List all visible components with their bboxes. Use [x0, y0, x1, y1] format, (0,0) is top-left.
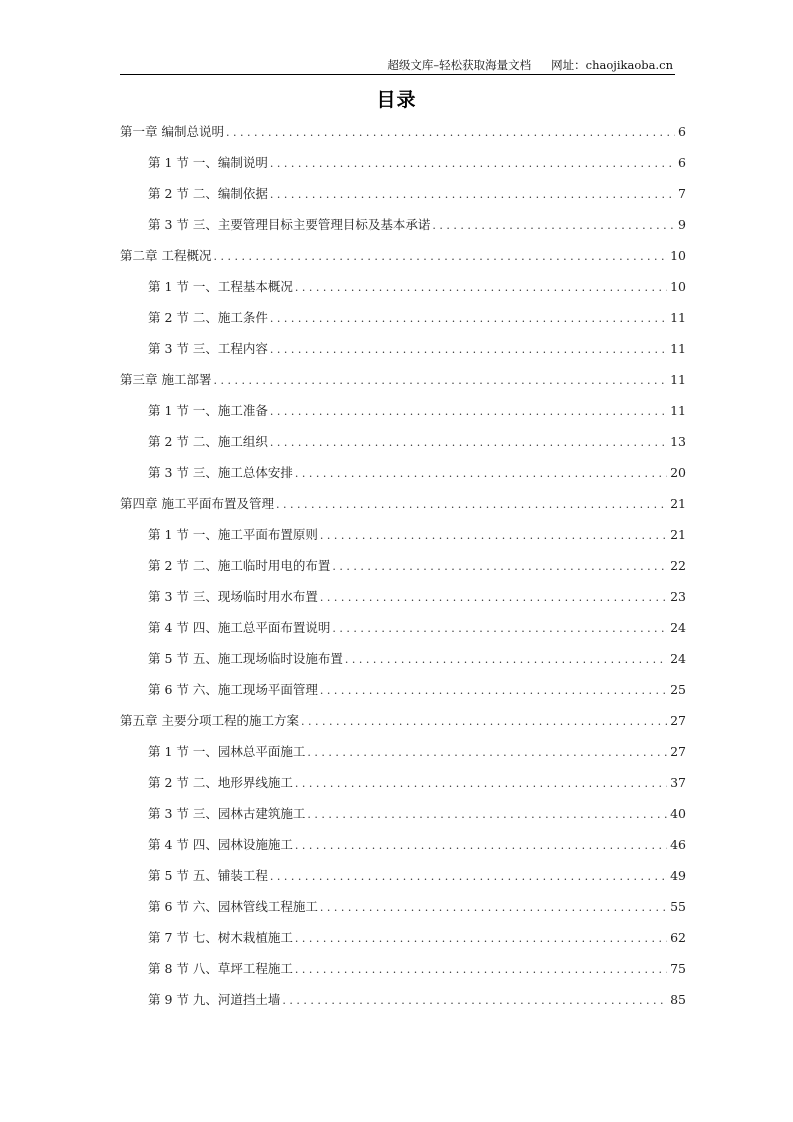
toc-chapter[interactable] — [120, 494, 686, 514]
toc-page-number: 46 — [670, 837, 686, 852]
toc-page-number: 49 — [670, 868, 686, 883]
toc-chapter[interactable] — [120, 246, 686, 266]
dot-leader — [276, 498, 667, 511]
toc-page-number: 23 — [670, 589, 686, 604]
toc-page-number: 37 — [670, 775, 686, 790]
dot-leader — [270, 436, 667, 449]
toc-section[interactable] — [148, 742, 686, 762]
dot-leader — [295, 467, 667, 480]
toc-label: 第 2 节 二、施工临时用电的布置 — [148, 558, 331, 573]
toc-label: 第 7 节 七、树木栽植施工 — [148, 930, 293, 945]
toc-section[interactable] — [148, 401, 686, 421]
toc-page-number: 25 — [670, 682, 686, 697]
toc-page-number: 11 — [670, 310, 686, 325]
toc-label: 第 5 节 五、铺装工程 — [148, 868, 268, 883]
dot-leader — [432, 219, 675, 232]
toc-page-number: 11 — [670, 341, 686, 356]
dot-leader — [270, 343, 667, 356]
dot-leader — [213, 374, 667, 387]
dot-leader — [320, 901, 667, 914]
toc-page-number: 27 — [670, 713, 686, 728]
toc-label: 第 1 节 一、工程基本概况 — [148, 279, 293, 294]
toc-page-number: 24 — [670, 620, 686, 635]
toc-section[interactable] — [148, 587, 686, 607]
dot-leader — [213, 250, 667, 263]
toc-page-number: 6 — [678, 124, 686, 139]
dot-leader — [270, 870, 667, 883]
dot-leader — [295, 281, 667, 294]
dot-leader — [320, 529, 667, 542]
toc-section[interactable] — [148, 680, 686, 700]
toc-label: 第 1 节 一、园林总平面施工 — [148, 744, 306, 759]
toc-label: 第 3 节 三、主要管理目标主要管理目标及基本承诺 — [148, 217, 431, 232]
toc-page-number: 24 — [670, 651, 686, 666]
toc-section[interactable] — [148, 432, 686, 452]
toc-label: 第 2 节 二、编制依据 — [148, 186, 268, 201]
toc-page-number: 11 — [670, 372, 686, 387]
toc-page-number: 13 — [670, 434, 686, 449]
toc-page-number: 62 — [670, 930, 686, 945]
dot-leader — [332, 622, 667, 635]
toc-chapter[interactable] — [120, 711, 686, 731]
header-url-label: 网址： — [551, 58, 586, 72]
toc-page-number: 27 — [670, 744, 686, 759]
toc-page-number: 7 — [678, 186, 686, 201]
header-text — [387, 57, 673, 73]
toc-section[interactable] — [148, 463, 686, 483]
dot-leader — [307, 746, 667, 759]
toc-label: 第 3 节 三、园林古建筑施工 — [148, 806, 306, 821]
toc-section[interactable] — [148, 804, 686, 824]
toc-section[interactable] — [148, 215, 686, 235]
toc-page-number: 10 — [670, 279, 686, 294]
dot-leader — [295, 839, 667, 852]
toc-label: 第 6 节 六、施工现场平面管理 — [148, 682, 318, 697]
toc-page-number: 9 — [678, 217, 686, 232]
toc-page-number: 55 — [670, 899, 686, 914]
toc-section[interactable] — [148, 835, 686, 855]
toc-page-number: 40 — [670, 806, 686, 821]
toc-page-number: 10 — [670, 248, 686, 263]
toc-page-number: 75 — [670, 961, 686, 976]
toc-label: 第一章 编制总说明 — [120, 124, 224, 139]
toc-chapter[interactable] — [120, 122, 686, 142]
dot-leader — [295, 932, 667, 945]
toc-page-number: 85 — [670, 992, 686, 1007]
toc-section[interactable] — [148, 897, 686, 917]
dot-leader — [295, 777, 667, 790]
toc-section[interactable] — [148, 556, 686, 576]
toc-section[interactable] — [148, 928, 686, 948]
toc-label: 第 6 节 六、园林管线工程施工 — [148, 899, 318, 914]
toc-label: 第四章 施工平面布置及管理 — [120, 496, 274, 511]
toc-section[interactable] — [148, 773, 686, 793]
toc-section[interactable] — [148, 866, 686, 886]
toc-section[interactable] — [148, 990, 686, 1010]
dot-leader — [345, 653, 667, 666]
toc-section[interactable] — [148, 339, 686, 359]
dot-leader — [307, 808, 667, 821]
dot-leader — [282, 994, 667, 1007]
toc-label: 第 4 节 四、施工总平面布置说明 — [148, 620, 331, 635]
toc-section[interactable] — [148, 525, 686, 545]
toc-label: 第 5 节 五、施工现场临时设施布置 — [148, 651, 343, 666]
toc-section[interactable] — [148, 959, 686, 979]
toc-label: 第 1 节 一、施工准备 — [148, 403, 268, 418]
toc-section[interactable] — [148, 618, 686, 638]
dot-leader — [295, 963, 667, 976]
toc-page-number: 6 — [678, 155, 686, 170]
dot-leader — [301, 715, 667, 728]
toc-section[interactable] — [148, 184, 686, 204]
toc-label: 第五章 主要分项工程的施工方案 — [120, 713, 299, 728]
dot-leader — [270, 188, 675, 201]
toc-label: 第 1 节 一、编制说明 — [148, 155, 268, 170]
toc-label: 第 9 节 九、河道挡土墙 — [148, 992, 281, 1007]
dot-leader — [226, 126, 675, 139]
toc-label: 第二章 工程概况 — [120, 248, 212, 263]
dot-leader — [270, 312, 667, 325]
toc-label: 第 2 节 二、施工条件 — [148, 310, 268, 325]
toc-section[interactable] — [148, 277, 686, 297]
toc-label: 第 3 节 三、工程内容 — [148, 341, 268, 356]
toc-section[interactable] — [148, 308, 686, 328]
toc-chapter[interactable] — [120, 370, 686, 390]
toc-label: 第 2 节 二、施工组织 — [148, 434, 268, 449]
toc-label: 第 3 节 三、施工总体安排 — [148, 465, 293, 480]
toc-label: 第 3 节 三、现场临时用水布置 — [148, 589, 318, 604]
toc-page-number: 21 — [670, 527, 686, 542]
toc-section[interactable] — [148, 649, 686, 669]
dot-leader — [320, 684, 667, 697]
toc-label: 第 1 节 一、施工平面布置原则 — [148, 527, 318, 542]
toc-label: 第 8 节 八、草坪工程施工 — [148, 961, 293, 976]
toc-page-number: 22 — [670, 558, 686, 573]
header-url: chaojikaoba.cn — [585, 58, 673, 72]
dot-leader — [320, 591, 667, 604]
toc-label: 第 4 节 四、园林设施施工 — [148, 837, 293, 852]
toc-page-number: 20 — [670, 465, 686, 480]
header-site-name: 超级文库–轻松获取海量文档 — [387, 58, 532, 72]
dot-leader — [270, 405, 667, 418]
toc-section[interactable] — [148, 153, 686, 173]
toc-page-number: 11 — [670, 403, 686, 418]
page-header — [120, 54, 675, 75]
toc-page-number: 21 — [670, 496, 686, 511]
toc-label: 第 2 节 二、地形界线施工 — [148, 775, 293, 790]
page-title: 目录 — [376, 89, 417, 111]
dot-leader — [270, 157, 675, 170]
dot-leader — [332, 560, 667, 573]
toc-label: 第三章 施工部署 — [120, 372, 212, 387]
